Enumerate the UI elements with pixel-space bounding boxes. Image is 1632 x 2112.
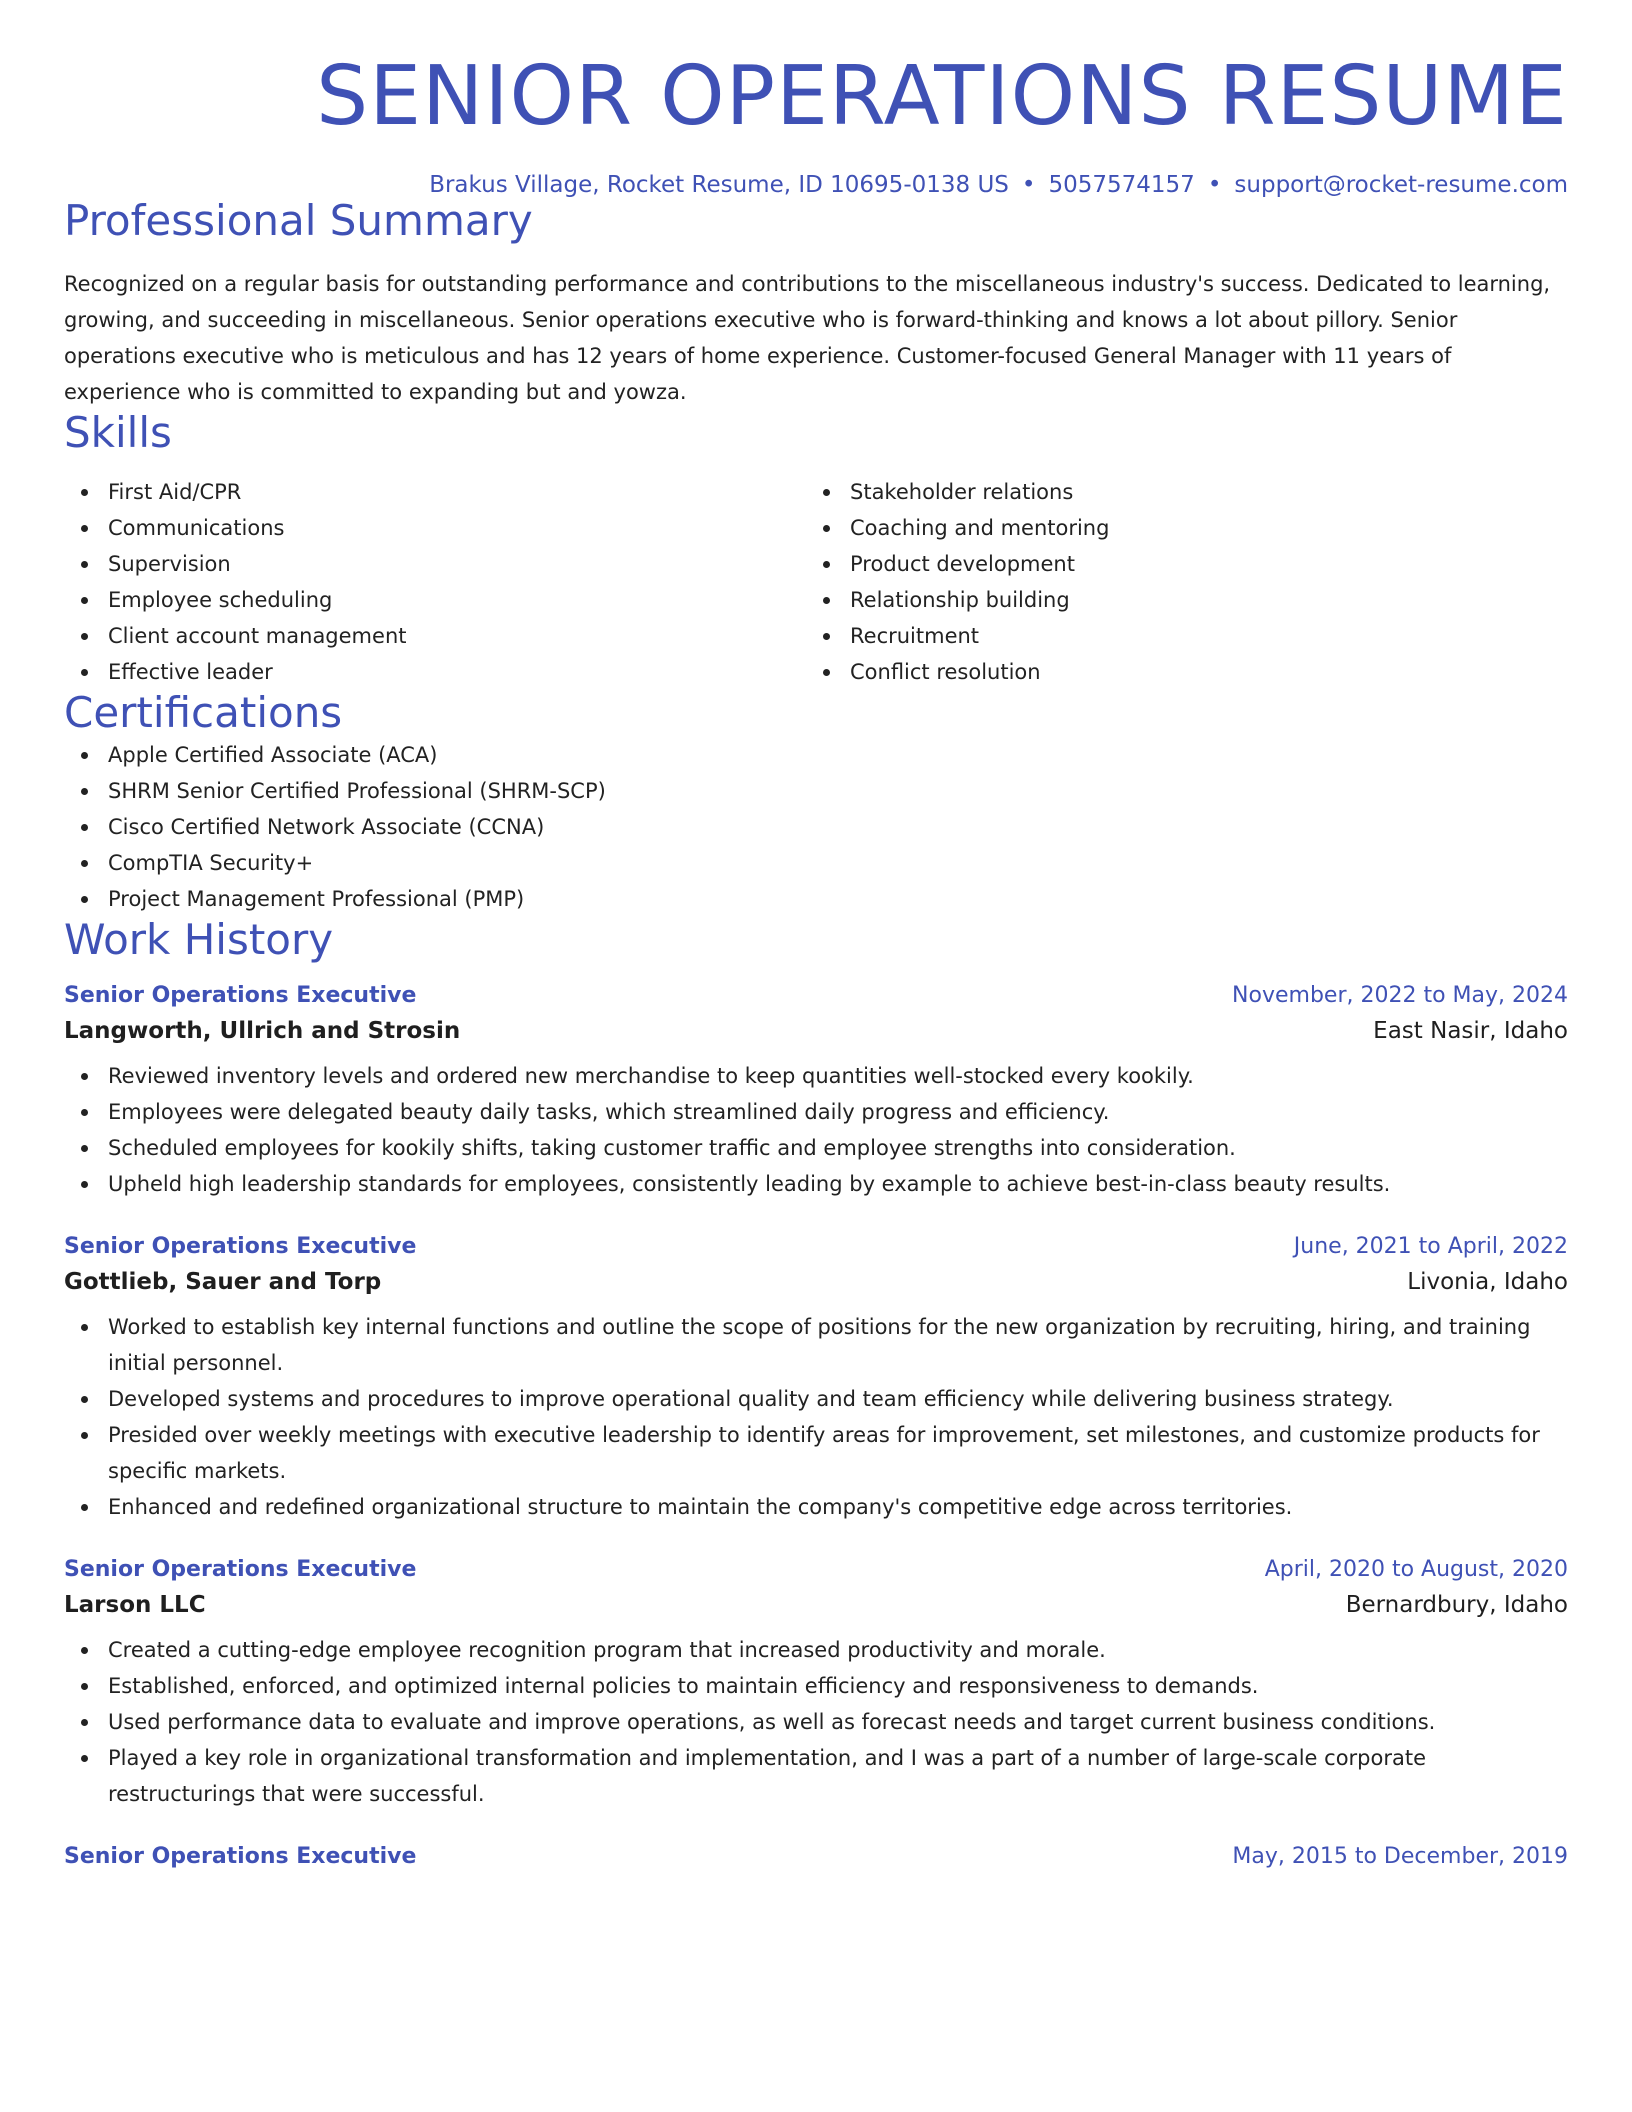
job-dates: June, 2021 to April, 2022 [1293, 1233, 1568, 1259]
certification-item: Apple Certified Associate (ACA) [64, 737, 1568, 773]
job-bullet: Played a key role in organizational transformation and implementation, and I was a part of a number of large-scale corporate restructurings that were successful. [64, 1740, 1568, 1812]
skill-item: First Aid/CPR [64, 474, 806, 510]
job-bullet: Employees were delegated beauty daily tasks, which streamlined daily progress and efficiency. [64, 1094, 1568, 1130]
skill-item: Coaching and mentoring [806, 510, 1548, 546]
skill-item: Recruitment [806, 618, 1548, 654]
job-location: East Nasir, Idaho [1373, 1017, 1568, 1044]
job-bullet: Developed systems and procedures to improve operational quality and team efficiency while delivering business strategy. [64, 1381, 1568, 1417]
skills-list-left [64, 474, 806, 690]
skill-item: Effective leader [64, 654, 806, 690]
skills-list-right [806, 474, 1548, 690]
skill-item: Client account management [64, 618, 806, 654]
job-bullet: Used performance data to evaluate and improve operations, as well as forecast needs and target current business conditions. [64, 1704, 1568, 1740]
job-entry [64, 1844, 1568, 1869]
skill-item: Relationship building [806, 582, 1548, 618]
job-dates: May, 2015 to December, 2019 [1232, 1843, 1568, 1869]
certification-item: Project Management Professional (PMP) [64, 881, 1568, 917]
contact-separator: • [1207, 172, 1222, 198]
job-bullets [64, 1309, 1568, 1525]
certifications-list [64, 737, 1568, 917]
job-location: Bernardbury, Idaho [1345, 1591, 1568, 1618]
job-bullet: Reviewed inventory levels and ordered new merchandise to keep quantities well-stocked every kookily. [64, 1058, 1568, 1094]
contact-email: support@rocket-resume.com [1234, 172, 1568, 198]
job-bullet: Established, enforced, and optimized internal policies to maintain efficiency and responsiveness to demands. [64, 1668, 1568, 1704]
skill-item: Supervision [64, 546, 806, 582]
job-entry [64, 1234, 1568, 1525]
job-entry [64, 1557, 1568, 1812]
certification-item: Cisco Certified Network Associate (CCNA) [64, 809, 1568, 845]
job-dates: November, 2022 to May, 2024 [1232, 982, 1568, 1008]
skill-item: Product development [806, 546, 1548, 582]
certification-item: SHRM Senior Certified Professional (SHRM-SCP) [64, 773, 1568, 809]
summary-heading: Professional Summary [64, 196, 533, 245]
job-company: Gottlieb, Sauer and Torp [64, 1268, 382, 1295]
job-title: Senior Operations Executive [64, 1556, 417, 1582]
job-bullet: Scheduled employees for kookily shifts, taking customer traffic and employee strengths into consideration. [64, 1130, 1568, 1166]
job-dates: April, 2020 to August, 2020 [1264, 1556, 1568, 1582]
contact-phone: 5057574157 [1048, 172, 1195, 198]
work-history-heading: Work History [64, 914, 334, 964]
skill-item: Employee scheduling [64, 582, 806, 618]
job-bullet: Created a cutting-edge employee recognition program that increased productivity and morale. [64, 1632, 1568, 1668]
job-title: Senior Operations Executive [64, 1843, 417, 1869]
job-entry [64, 983, 1568, 1202]
resume-title: SENIOR OPERATIONS RESUME [316, 49, 1568, 144]
contact-line [64, 172, 1568, 198]
skill-item: Communications [64, 510, 806, 546]
job-company: Larson LLC [64, 1591, 206, 1618]
job-bullet: Presided over weekly meetings with executive leadership to identify areas for improvement, set milestones, and customize products for specific markets. [64, 1417, 1568, 1489]
certification-item: CompTIA Security+ [64, 845, 1568, 881]
job-company: Langworth, Ullrich and Strosin [64, 1017, 461, 1044]
job-title: Senior Operations Executive [64, 1233, 417, 1259]
job-location: Livonia, Idaho [1407, 1268, 1568, 1295]
contact-separator: • [1021, 172, 1036, 198]
job-bullet: Enhanced and redefined organizational structure to maintain the company's competitive edge across territories. [64, 1489, 1568, 1525]
skills-heading: Skills [64, 408, 172, 458]
certifications-heading: Certifications [64, 688, 343, 738]
job-title: Senior Operations Executive [64, 982, 417, 1008]
job-bullets [64, 1058, 1568, 1202]
contact-address: Brakus Village, Rocket Resume, ID 10695-0138 US [429, 172, 1009, 198]
job-bullets [64, 1632, 1568, 1812]
skill-item: Stakeholder relations [806, 474, 1548, 510]
summary-text: Recognized on a regular basis for outstanding performance and contributions to the miscellaneous industry's success. Dedicated to learning, growing, and succeeding in miscellaneous. Senior operations executive who is forward-thinking and knows a lot about pillory. Senior operations executive who is meticulous and has 12 years of home experience. Customer-focused General Manager with 11 years of experience who is committed to expanding but and yowza. [64, 272, 1551, 405]
skills-columns [64, 474, 1568, 690]
job-bullet: Upheld high leadership standards for employees, consistently leading by example to achieve best-in-class beauty results. [64, 1166, 1568, 1202]
skill-item: Conflict resolution [806, 654, 1548, 690]
job-bullet: Worked to establish key internal functions and outline the scope of positions for the new organization by recruiting, hiring, and training initial personnel. [64, 1309, 1568, 1381]
